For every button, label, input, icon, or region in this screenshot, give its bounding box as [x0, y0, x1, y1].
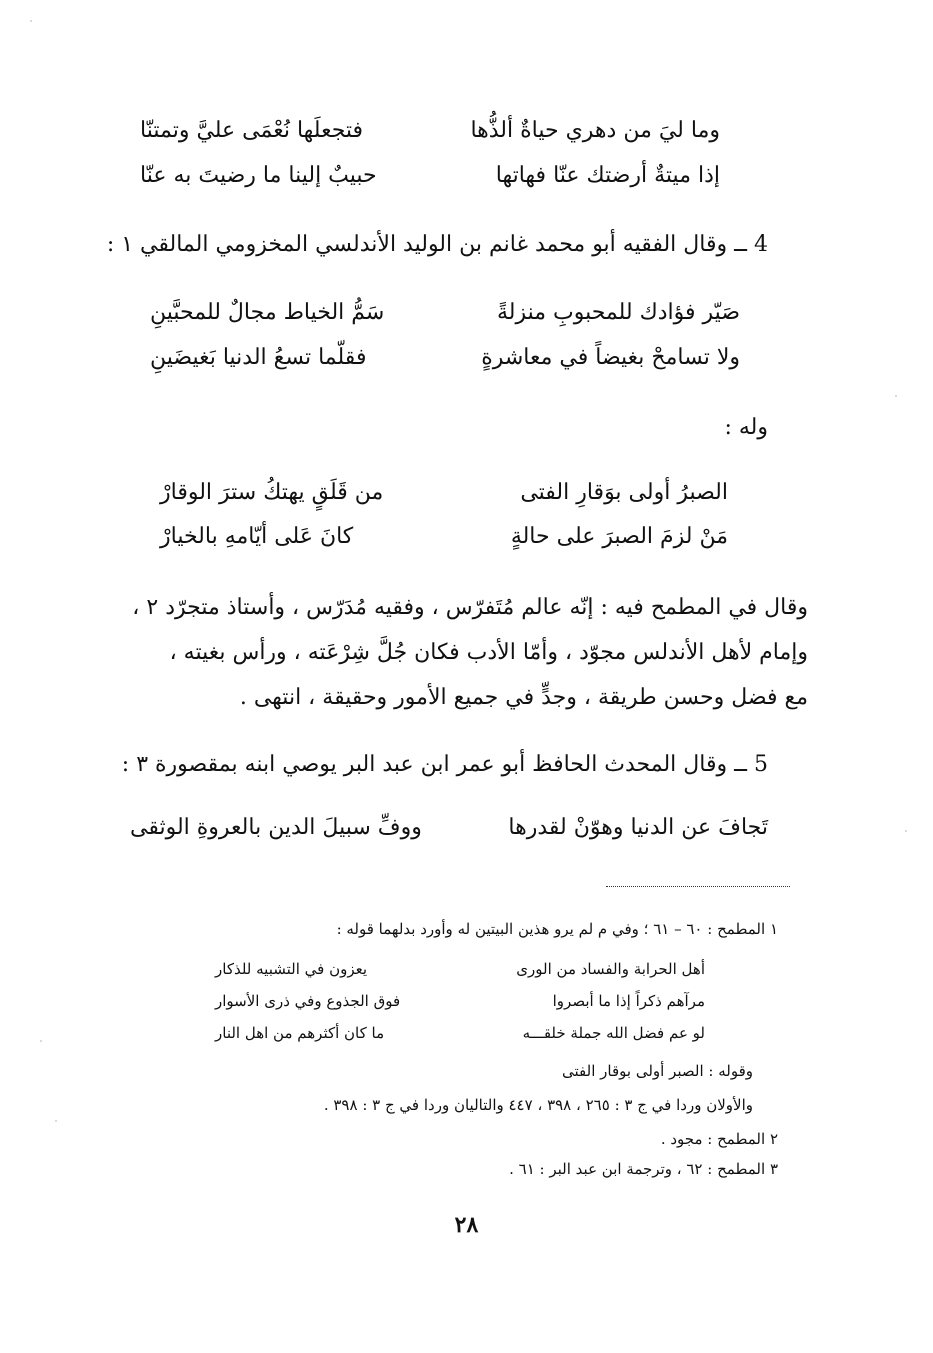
footnote-verse-line — [215, 960, 705, 982]
page-number: ٢٨ — [454, 1212, 479, 1238]
section-5-intro: 5 ــ وقال المحدث الحافظ أبو عمر ابن عبد البر يوصي ابنه بمقصورة ٣ : — [121, 752, 768, 777]
verse-line — [130, 815, 768, 847]
footnote-2: ٢ المطمح : مجود . — [660, 1130, 778, 1148]
verse-hemistich-left: ووفِّ سبيلَ الدين بالعروةِ الوثقى — [130, 815, 422, 840]
wa-lahu-label: وله : — [724, 415, 768, 440]
prose-line: وإمام لأهل الأندلس مجوّد ، وأمّا الأدب فكان جُلَّ شِرْعَته ، ورأس بغيته ، — [169, 640, 808, 665]
verse-hemistich-right: مَنْ لزمَ الصبرَ على حالةٍ — [510, 524, 728, 549]
verse-hemistich-right: أهل الحرابة والفساد من الورى — [516, 960, 705, 978]
footnote-divider — [606, 886, 790, 887]
scan-speck — [40, 1040, 42, 1042]
section-4-intro: 4 ــ وقال الفقيه أبو محمد غانم بن الوليد الأندلسي المخزومي المالقي ١ : — [106, 232, 768, 257]
verse-hemistich-right: ولا تسامحْ بغيضاً في معاشرةٍ — [481, 345, 740, 370]
footnote-3: ٣ المطمح : ٦٢ ، وترجمة ابن عبد البر : ٦١ . — [509, 1160, 778, 1178]
footnote-1: ١ المطمح : ٦٠ – ٦١ ؛ وفي م لم يرو هذين البيتين له وأورد بدلهما قوله : — [336, 920, 778, 938]
verse-hemistich-right: إذا ميتةٌ أرضتك عنّا فهاتها — [495, 163, 720, 188]
footnote-1-line-3: والأولان وردا في ج ٣ : ٢٦٥ ، ٣٩٨ ، ٤٤٧ والتاليان وردا في ج ٣ : ٣٩٨ . — [323, 1096, 753, 1114]
verse-hemistich-right: لو عم فضل الله جملة خلقـــه — [522, 1024, 705, 1042]
verse-line — [140, 163, 720, 195]
prose-line: وقال في المطمح فيه : إنّه عالم مُتَفرّس ، وفقيه مُدَرّس ، وأستاذ متجرّد ٢ ، — [132, 595, 808, 620]
prose-line: مع فضل وحسن طريقة ، وجدٍّ في جميع الأمور وحقيقة ، انتهى . — [239, 685, 808, 710]
verse-hemistich-left: فتجعلَها نُعْمَى عليَّ وتمتنّا — [140, 118, 364, 143]
verse-hemistich-right: تَجافَ عن الدنيا وهوّنْ لقدرها — [508, 815, 768, 840]
verse-line — [160, 524, 728, 556]
scan-speck — [55, 1120, 57, 1122]
footnote-1-line-2: وقوله : الصبر أولى بوقار الفتى — [562, 1062, 753, 1080]
scan-speck — [905, 830, 907, 832]
verse-hemistich-left: من قَلَقٍ يهتكُ سترَ الوقارْ — [160, 480, 384, 505]
verse-hemistich-left: كانَ عَلى أيّامهِ بالخيارْ — [160, 524, 354, 549]
verse-hemistich-right: مرآهم ذكراً إذا ما أبصروا — [552, 992, 705, 1010]
verse-hemistich-left: فوق الجذوع وفي ذرى الأسوار — [215, 992, 401, 1010]
verse-hemistich-left: سَمُّ الخياط مجالٌ للمحبَّينِ — [150, 300, 385, 325]
verse-hemistich-left: حبيبٌ إلينا ما رضيتَ به عنّا — [140, 163, 377, 188]
verse-hemistich-right: صَيّر فؤادك للمحبوبِ منزلةً — [496, 300, 740, 325]
scan-speck — [30, 20, 32, 22]
verse-line — [140, 118, 720, 150]
verse-hemistich-right: وما ليَ من دهري حياةٌ ألذُّها — [470, 118, 720, 143]
verse-line — [150, 300, 740, 332]
scan-speck — [895, 395, 897, 397]
verse-hemistich-right: الصبرُ أولى بوَقارِ الفتى — [520, 480, 728, 505]
verse-hemistich-left: يعزون في التشبيه للذكار — [215, 960, 368, 978]
footnote-verse-line — [215, 1024, 705, 1046]
verse-line — [150, 345, 740, 377]
footnote-verse-line — [215, 992, 705, 1014]
verse-hemistich-left: ما كان أكثرهم من اهل النار — [215, 1024, 385, 1042]
verse-line — [160, 480, 728, 512]
verse-hemistich-left: فقلّما تسعُ الدنيا بَغيضَينِ — [150, 345, 367, 370]
